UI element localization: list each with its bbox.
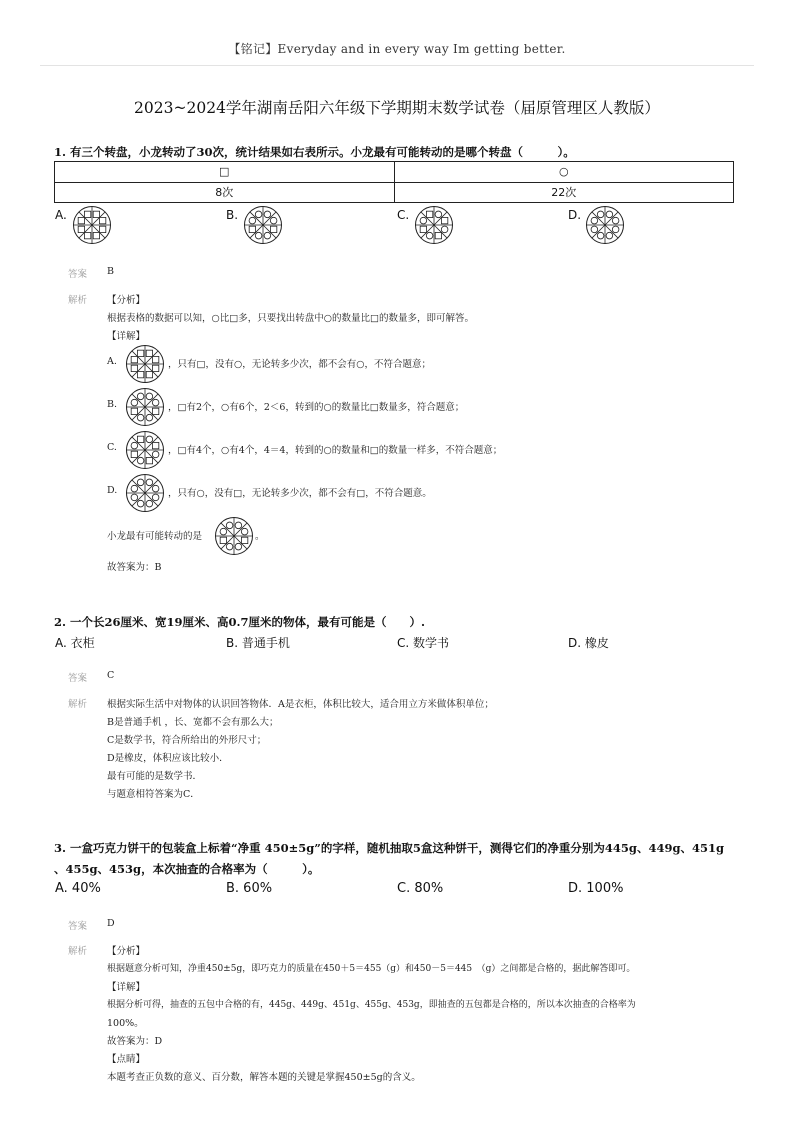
q1-item-d-spinner xyxy=(125,473,165,513)
q2-option-d[interactable]: D. 橡皮 xyxy=(568,636,609,650)
q3-answer: D xyxy=(107,918,115,929)
q3-detail-line1: 根据分析可得，抽查的五包中合格的有，445g、449g、451g、455g、453g，即抽查的五包都是合格的，所以本次抽查的合格率为 xyxy=(107,1000,636,1010)
q2-option-b[interactable]: B. 普通手机 xyxy=(226,636,290,650)
q1-analysis-label: 解析 xyxy=(68,295,88,306)
q2-answer: C xyxy=(107,670,115,681)
q1-xiangjie-heading: 【详解】 xyxy=(107,331,146,342)
q3-fenxi-text: 根据题意分析可知，净重450±5g，即巧克力的质量在450＋5＝455（g）和450－5＝445 （g）之间都是合格的，据此解答即可。 xyxy=(107,964,636,974)
q1-option-c-label[interactable]: C. xyxy=(397,208,410,222)
q2-analysis-line: C是数学书，符合所给出的外形尺寸； xyxy=(107,735,267,746)
q3-detail-line2: 100%。 xyxy=(107,1018,144,1029)
q2-option-a[interactable]: A. 衣柜 xyxy=(55,636,95,650)
q1-stem: 1. 有三个转盘，小龙转动了30次，统计结果如右表所示。小龙最有可能转动的是哪个转盘（ ）。 xyxy=(54,145,575,159)
q3-stem-line1: 3. 一盒巧克力饼干的包装盒上标着“净重 450±5g”的字样，随机抽取5盒这种饼干，测得它们的净重分别为445g、449g、451g xyxy=(54,841,725,855)
q1-option-b-label[interactable]: B. xyxy=(226,208,239,222)
q1-option-a-label[interactable]: A. xyxy=(55,208,67,222)
q1-option-c-spinner[interactable] xyxy=(414,205,454,245)
q1-item-c-label: C. xyxy=(107,442,117,453)
q1-option-b-spinner[interactable] xyxy=(243,205,283,245)
q3-option-b[interactable]: B. 60% xyxy=(226,881,273,896)
q3-option-c[interactable]: C. 80% xyxy=(397,881,444,896)
q1-final-answer: 故答案为：B xyxy=(107,562,162,573)
q1-option-d-label[interactable]: D. xyxy=(568,208,582,222)
q2-analysis-line: 与题意相符答案为C． xyxy=(107,789,200,800)
q1-item-d-label: D. xyxy=(107,485,118,496)
q1-fenxi-heading: 【分析】 xyxy=(107,295,146,306)
q1-item-c-spinner xyxy=(125,430,165,470)
q3-xiangjie-heading: 【详解】 xyxy=(107,982,146,993)
q3-dianjing-heading: 【点睛】 xyxy=(107,1054,146,1065)
q2-analysis-line: D是橡皮，体积应该比较小． xyxy=(107,753,229,764)
page-title: 2023~2024学年湖南岳阳六年级下学期期末数学试卷（届原管理区人教版） xyxy=(134,99,660,117)
q2-analysis-label: 解析 xyxy=(68,699,88,710)
q3-dianjing-text: 本题考查正负数的意义、百分数，解答本题的关键是掌握450±5g的含义。 xyxy=(107,1072,421,1083)
q1-conclusion-post: 。 xyxy=(255,531,265,542)
q3-stem-line2: 、455g、453g，本次抽查的合格率为（ ）。 xyxy=(54,862,320,876)
q3-answer-label: 答案 xyxy=(68,921,88,932)
q1-item-a-label: A. xyxy=(107,356,117,367)
q1-fenxi-text: 根据表格的数据可以知，○比□多，只要找出转盘中○的数量比□的数量多，即可解答。 xyxy=(107,313,475,324)
q2-analysis-line: 根据实际生活中对物体的认识回答物体．A是衣柜，体积比较大，适合用立方米做体积单位； xyxy=(107,699,494,710)
q1-item-c-text: ，□有4个，○有4个，4＝4，转到的○的数量和□的数量一样多，不符合题意； xyxy=(168,445,503,456)
q2-stem: 2. 一个长26厘米、宽19厘米、高0.7厘米的物体，最有可能是（ ）. xyxy=(54,615,426,629)
q1-table-value-circle: 22次 xyxy=(394,183,734,203)
q1-answer-label: 答案 xyxy=(68,269,88,280)
q2-analysis-line: 最有可能的是数学书． xyxy=(107,771,203,782)
q1-table xyxy=(54,161,734,203)
q1-item-b-label: B. xyxy=(107,399,118,410)
q2-analysis-line: B是普通手机 ，长、宽都不会有那么大； xyxy=(107,717,279,728)
q3-fenxi-heading: 【分析】 xyxy=(107,946,146,957)
q3-option-d[interactable]: D. 100% xyxy=(568,881,624,896)
motto-header: 【铭记】Everyday and in every way Im getting better. xyxy=(228,42,566,56)
q1-item-b-spinner xyxy=(125,387,165,427)
q1-table-header-circle: ○ xyxy=(394,162,734,182)
q1-option-a-spinner[interactable] xyxy=(72,205,112,245)
header-divider xyxy=(40,65,754,66)
q1-item-a-text: ，只有□，没有○，无论转多少次，都不会有○，不符合题意； xyxy=(168,359,432,370)
q2-option-c[interactable]: C. 数学书 xyxy=(397,636,450,650)
q1-item-a-spinner xyxy=(125,344,165,384)
q1-conclusion-pre: 小龙最有可能转动的是 xyxy=(107,531,203,542)
q3-option-a[interactable]: A. 40% xyxy=(55,881,101,896)
q1-item-b-text: ，□有2个，○有6个，2＜6，转到的○的数量比□数量多，符合题意； xyxy=(168,402,465,413)
q1-table-header-square: □ xyxy=(219,165,230,178)
q1-table-value-square: 8次 xyxy=(215,186,234,199)
q3-final-answer: 故答案为：D xyxy=(107,1036,163,1047)
q1-answer: B xyxy=(107,266,114,277)
q2-answer-label: 答案 xyxy=(68,673,88,684)
q3-analysis-label: 解析 xyxy=(68,946,88,957)
q1-option-d-spinner[interactable] xyxy=(585,205,625,245)
q1-item-d-text: ，只有○，没有□，无论转多少次，都不会有□，不符合题意。 xyxy=(168,488,432,499)
q1-conclusion-spinner xyxy=(214,516,254,556)
